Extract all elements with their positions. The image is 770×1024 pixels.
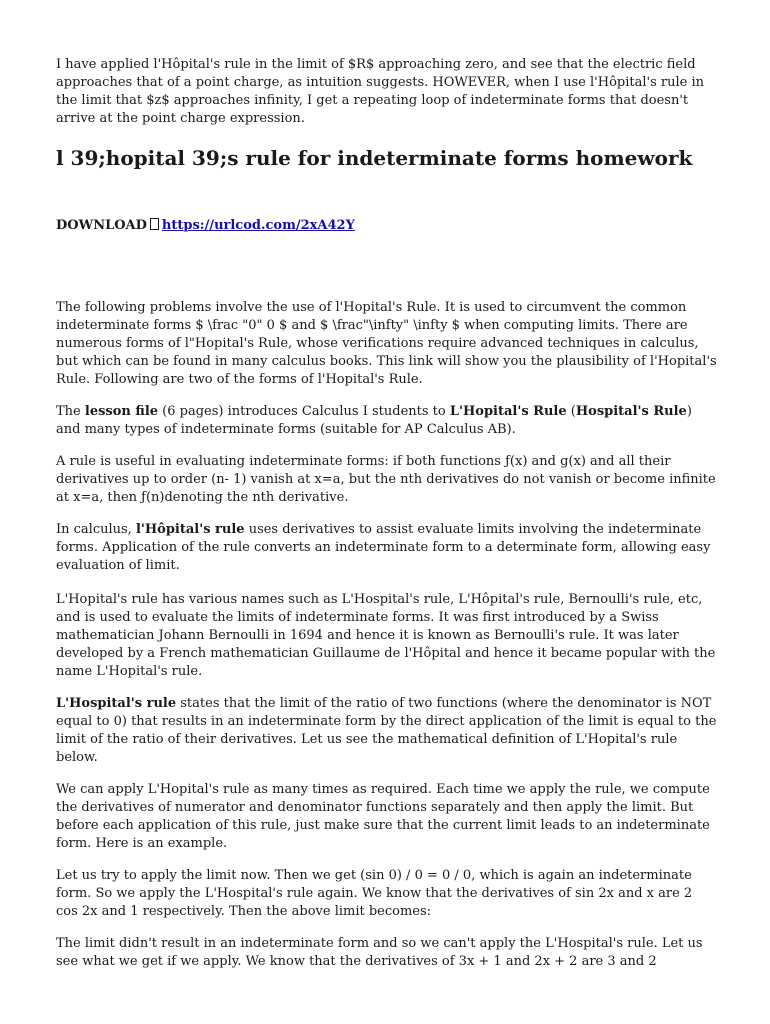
lhopitals-rule-bold: L'Hopital's Rule bbox=[449, 404, 567, 419]
intro-paragraph: I have applied l'Hôpital's rule in the limit of $R$ approaching zero, and see that the electric field approaches that of a point charge, as intuition suggests. HOWEVER, when I use l'Hôpital's rule in the limit that $z$ approaches infinity, I get a repeating loop of indeterminate forms that doesn't arrive at the point charge expression. bbox=[56, 57, 704, 126]
paragraph-no-indeterminate: The limit didn't result in an indeterminate form and so we can't apply the L'Hospital's rule. Let us see what we get if we apply. We know that the derivatives of 3x + 1 and 2x + 2 are 3 and 2 bbox=[56, 936, 703, 969]
paragraph-lesson-file: The lesson file (6 pages) introduces Calculus I students to L'Hopital's Rule (Hospital's Rule) and many types of indeterminate forms (suitable for AP Calculus AB). bbox=[56, 404, 692, 437]
paragraph-definition: L'Hospital's rule states that the limit of the ratio of two functions (where the denominator is NOT equal to 0) that results in an indeterminate form by the direct application of the limit is equal to the limit of the ratio of their derivatives. Let us see the mathematical definition of L'Hopital's rule below. bbox=[56, 696, 717, 765]
hospitals-rule-bold: Hospital's Rule bbox=[575, 404, 687, 419]
paragraph-hopital-forms: The following problems involve the use of l'Hopital's Rule. It is used to circumvent the common indeterminate forms $ \frac "0" 0 $ and $ \frac"\infty" \infty $ when computing limits. There are numerous forms of l"Hopital's Rule, whose verifications require advanced techniques in calculus, but which can be found in many calculus books. This link will show you the plausibility of l'Hopital's Rule. Following are two of the forms of l'Hopital's Rule. bbox=[56, 300, 717, 387]
lhospitals-rule-bold: L'Hospital's rule bbox=[56, 696, 177, 711]
paragraph-in-calculus: In calculus, l'Hôpital's rule uses derivatives to assist evaluate limits involving the indeterminate forms. Application of the rule converts an indeterminate form to a determinate form, allowing easy evaluation of limit. bbox=[56, 522, 711, 573]
paragraph-example-limit: Let us try to apply the limit now. Then we get (sin 0) / 0 = 0 / 0, which is again an indeterminate form. So we apply the L'Hospital's rule again. We know that the derivatives of sin 2x and x are 2 cos 2x and 1 respectively. Then the above limit becomes: bbox=[56, 868, 693, 919]
lesson-file-bold: lesson file bbox=[84, 404, 159, 419]
download-line bbox=[56, 217, 718, 235]
download-link[interactable]: https://urlcod.com/2xA42Y bbox=[161, 218, 355, 233]
missing-glyph-icon bbox=[150, 218, 159, 230]
lhopitals-rule-bold: l'Hôpital's rule bbox=[135, 522, 245, 537]
paragraph-repeat-application: We can apply L'Hopital's rule as many times as required. Each time we apply the rule, we compute the derivatives of numerator and denominator functions separately and then apply the limit. But before each application of this rule, just make sure that the current limit leads to an indeterminate form. Here is an example. bbox=[56, 782, 710, 851]
download-label: DOWNLOAD bbox=[56, 218, 147, 233]
page-title: l 39;hopital 39;s rule for indeterminate forms homework bbox=[56, 146, 693, 170]
paragraph-history: L'Hopital's rule has various names such as L'Hospital's rule, L'Hôpital's rule, Bernoulli's rule, etc, and is used to evaluate the limits of indeterminate forms. It was first introduced by a Swiss mathematician Johann Bernoulli in 1694 and hence it is known as Bernoulli's rule. It was later developed by a French mathematician Guillaume de l'Hôpital and hence it became popular with the name L'Hopital's rule. bbox=[56, 592, 716, 679]
paragraph-rule-usefulness: A rule is useful in evaluating indeterminate forms: if both functions ƒ(x) and g(x) and all their derivatives up to order (n- 1) vanish at x=a, but the nth derivatives do not vanish or become infinite at x=a, then ƒ(n)denoting the nth derivative. bbox=[56, 454, 716, 505]
